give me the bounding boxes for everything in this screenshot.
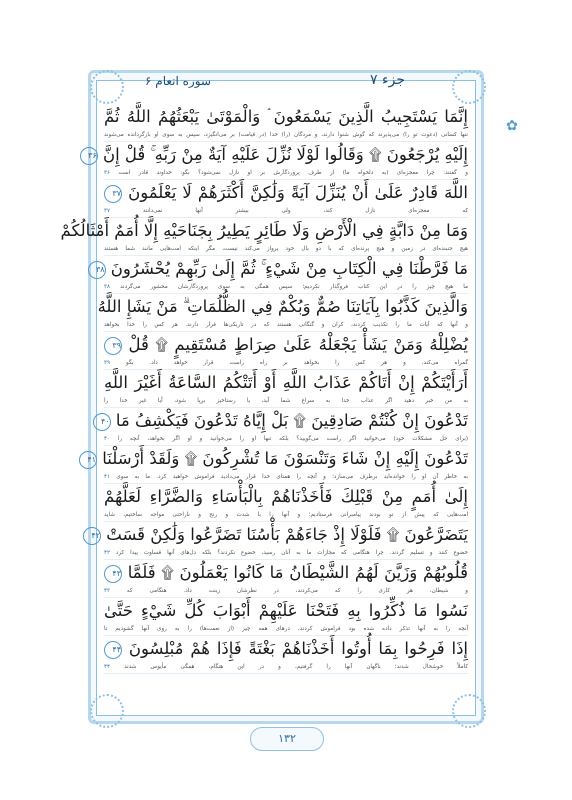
verse-text: وَالَّذِينَ كَذَّبُوا بِآيَاتِنَا صُمٌّ وَبُكْمٌ فِي الظُّلُمَاتِ ۗ مَنْ يَشَإِ اللَّهُ [97, 297, 468, 316]
verse-text: إِلَيْهِ يُرْجَعُونَ ۩ وَقَالُوا لَوْلَا نُزِّلَ عَلَيْهِ آيَةٌ مِنْ رَبِّهِ ۚ قُلْ إِنَّ [102, 145, 468, 164]
hizb-marker-icon: ✿ [506, 118, 518, 134]
ayah-number-marker: ۴۰ [93, 413, 111, 431]
translation-line [104, 320, 468, 332]
translation-line [104, 662, 468, 674]
quran-text-block [60, 104, 469, 714]
translation-text: امت‌هایی که پیش از تو بودند پیامبرانی فرستادیم؛ و آنها را با شدت و رنج و ناراحتی مواجه ساختیم، شاید [104, 512, 468, 518]
verse-text: مَا فَرَّطْنَا فِي الْكِتَابِ مِنْ شَيْءٍ ۚ ثُمَّ إِلَىٰ رَبِّهِمْ يُحْشَرُونَ [110, 259, 468, 278]
verse-text: إِذَا فَرِحُوا بِمَا أُوتُوا أَخَذْنَاهُمْ بَغْتَةً فَإِذَا هُمْ مُبْلِسُونَ [128, 639, 469, 658]
verse-text: يُضْلِلْهُ وَمَنْ يَشَأْ يَجْعَلْهُ عَلَىٰ صِرَاطٍ مُسْتَقِيمٍ ۩ قُلْ [128, 335, 468, 354]
verse-line [88, 142, 468, 168]
verse-line [104, 560, 468, 586]
translation-ayah-number: ۳۸ [104, 284, 111, 290]
verse-text: تَدْعُونَ إِنْ كُنْتُمْ صَادِقِينَ ۩ بَلْ إِيَّاهُ تَدْعُونَ فَيَكْشِفُ مَا [115, 411, 468, 430]
translation-text: خضوع کنند و تسلیم گردند. چرا هنگامی که مجازات ما به آنان رسید، خضوع نکردند؟ بلکه دل‌های آنها قساوت پیدا کرد [115, 550, 468, 556]
translation-text: به من خبر دهید اگر عذاب خدا به سراغ شما آید، یا رستاخیز برپا شود، آیا غیر خدا را [104, 398, 468, 404]
ayah-number-marker: ۴۲ [83, 527, 101, 545]
verse-line [104, 332, 468, 358]
verse-line [104, 370, 468, 396]
translation-line [104, 358, 468, 370]
translation-text: و گفتند: چرا معجزه‌ای (به دلخواه ما) از طرف پروردگارش بر او نازل نمی‌شود؟ بگو: خداوند قادر است [118, 170, 468, 176]
verse-text: يَتَضَرَّعُونَ ۩ فَلَوْلَا إِذْ جَاءَهُمْ بَأْسُنَا تَضَرَّعُوا وَلَٰكِنْ قَسَتْ [106, 525, 468, 544]
translation-line [104, 624, 468, 636]
translation-ayah-number: ۴۳ [104, 588, 111, 594]
verse-text: إِلَىٰ أُمَمٍ مِنْ قَبْلِكَ فَأَخَذْنَاهُمْ بِالْبَأْسَاءِ وَالضَّرَّاءِ لَعَلَّهُمْ [104, 487, 468, 506]
translation-ayah-number: ۴۲ [104, 550, 111, 556]
corner-ornament-icon [90, 70, 124, 104]
translation-text: و شیطان، هر کاری را که می‌کردند، در نظرشان زینت داد. هنگامی که [126, 588, 468, 594]
translation-text: آنچه را به آنها تذکر داده شده بود فراموش کردند، درهای همه چیز (از نعمت‌ها) را به روی آنها گشودیم تا [104, 626, 468, 632]
ayah-number-marker: ۳۹ [104, 337, 122, 355]
translation-text: به خاطر آن او را خوانده‌اید برطرف می‌سازد؛ و آنچه را همتای خدا قرار می‌دادید فراموش خواهید کرد. ما به سوی [116, 474, 468, 480]
juz-label: جزء ۷ [370, 72, 405, 88]
translation-ayah-number: ۳۹ [104, 360, 111, 366]
translation-line [104, 206, 468, 218]
verse-line [101, 408, 468, 434]
verse-text: اللَّهَ قَادِرٌ عَلَىٰ أَنْ يُنَزِّلَ آيَةً وَلَٰكِنَّ أَكْثَرَهُمْ لَا يَعْلَمُونَ [128, 183, 468, 202]
translation-text: هیچ جنبنده‌ای در زمین و هیچ پرنده‌ای که با دو بال خود پرواز می‌کند نیست، مگر اینکه امت‌هایی مانند شما هستند [104, 246, 468, 252]
translation-text: و آنها که آیات ما را تکذیب کردند، کران و گنگانی هستند که در تاریکی‌ها قرار دارند. هر کس را خدا بخواهد [104, 322, 468, 328]
verse-line [60, 218, 468, 244]
verse-line [91, 522, 468, 548]
ayah-number-marker: ۴۱ [79, 451, 97, 469]
translation-ayah-number: ۳۶ [104, 170, 111, 176]
verse-text: نَسُوا مَا ذُكِّرُوا بِهِ فَتَحْنَا عَلَيْهِمْ أَبْوَابَ كُلِّ شَيْءٍ حَتَّىٰ [104, 601, 468, 620]
ayah-number-marker: ۴۳ [104, 565, 122, 583]
ayah-number-marker: ۳۶ [80, 147, 98, 165]
translation-line [104, 548, 468, 560]
translation-line [104, 282, 468, 294]
translation-line [104, 396, 468, 408]
verse-text: إِنَّمَا يَسْتَجِيبُ الَّذِينَ يَسْمَعُونَ ۘ وَالْمَوْتَىٰ يَبْعَثُهُمُ اللَّهُ ثُمَّ [104, 107, 468, 126]
translation-text: ما هیچ چیز را در این کتاب فروگذار نکردیم؛ سپس همگی به سوی پروردگارشان محشور می‌گردند [120, 284, 468, 290]
verse-line [87, 446, 468, 472]
translation-text: کاملاً خوشحال شدند؛ ناگهان آنها را گرفتیم، و در این هنگام، همگی مأیوس شدند [124, 664, 469, 670]
translation-line [104, 130, 468, 142]
verse-text: وَمَا مِنْ دَابَّةٍ فِي الْأَرْضِ وَلَا طَائِرٍ يَطِيرُ بِجَنَاحَيْهِ إِلَّا أُمَمٌ أَمْثَالُكُمْ [60, 221, 468, 240]
corner-ornament-icon [452, 70, 486, 104]
page-number: ۱۳۲ [250, 727, 324, 751]
translation-line [104, 434, 468, 446]
translation-text: تنها کسانی (دعوت تو را) می‌پذیرند که گوش شنوا دارند، و مردگان (را) خدا (در قیامت) بر می‌انگیزد، سپس به سوی او بازگردانده می‌شوند [104, 132, 468, 138]
verse-line [95, 256, 468, 282]
translation-line [104, 472, 468, 484]
page-header [145, 72, 405, 94]
verse-line [104, 104, 468, 130]
ayah-number-marker: ۳۸ [88, 261, 106, 279]
translation-text: گمراه می‌کند، و هر کس را بخواهد بر راه راست قرار خواهد داد. بگو [125, 360, 468, 366]
verse-line [104, 598, 468, 624]
verse-text: قُلُوبُهُمْ وَزَيَّنَ لَهُمُ الشَّيْطَانُ مَا كَانُوا يَعْمَلُونَ ۩ فَلَمَّا [127, 563, 468, 582]
verse-line [97, 294, 468, 320]
translation-line [104, 586, 468, 598]
translation-ayah-number: ۴۴ [104, 664, 111, 670]
ayah-number-marker: ۳۷ [104, 185, 122, 203]
translation-ayah-number: ۳۷ [104, 208, 111, 214]
ayah-number-marker: ۴۴ [104, 641, 122, 659]
verse-text: تَدْعُونَ إِلَيْهِ إِنْ شَاءَ وَتَنْسَوْنَ مَا تُشْرِكُونَ ۩ وَلَقَدْ أَرْسَلْنَا [102, 449, 468, 468]
verse-line [104, 484, 468, 510]
translation-line [104, 510, 468, 522]
translation-ayah-number: ۴۰ [104, 436, 111, 442]
translation-ayah-number: ۴۱ [104, 474, 111, 480]
translation-line [104, 168, 468, 180]
verse-text: أَرَأَيْتَكُمْ إِنْ أَتَاكُمْ عَذَابُ اللَّهِ أَوْ أَتَتْكُمُ السَّاعَةُ أَغَيْرَ اللَّهِ [104, 373, 468, 392]
verse-line [104, 180, 468, 206]
translation-text: که معجزه‌ای نازل کند، ولی بیشتر آنها نمی‌دانند [142, 208, 469, 214]
translation-text: (برای حل مشکلات خود) می‌خوانید اگر راست می‌گویید؟ بلکه تنها او را می‌خوانید و او اگر بخواهد، آنچه را [117, 436, 468, 442]
surah-label: سوره انعام ۶ [145, 74, 211, 88]
translation-line [104, 244, 468, 256]
verse-line [104, 636, 468, 662]
